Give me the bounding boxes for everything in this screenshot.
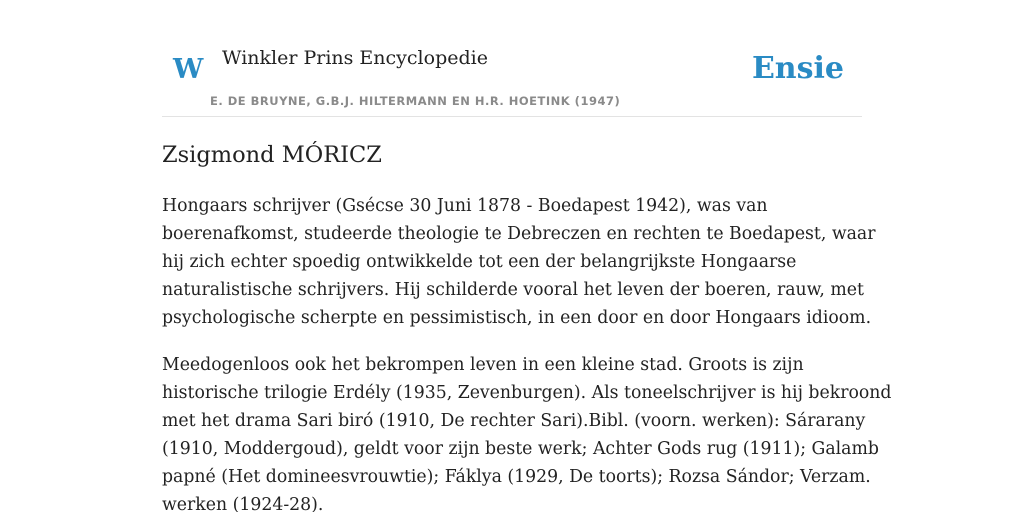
paragraph-2-line-6: werken (1924-28).	[162, 495, 324, 512]
article-paragraph-1	[162, 192, 876, 332]
paragraph-1-line-2: boerenafkomst, studeerde theologie te Debreczen en rechten te Boedapest, waar	[162, 224, 876, 244]
winkler-prins-logo[interactable]: W	[173, 54, 204, 85]
paragraph-2-line-4: (1910, Moddergoud), geldt voor zijn beste werk; Achter Gods rug (1911); Galamb	[162, 439, 879, 459]
paragraph-1-line-3: hij zich echter spoedig ontwikkelde tot een der belangrijkste Hongaarse	[162, 252, 797, 272]
paragraph-1-line-5: psychologische scherpte en pessimistisch, in een door en door Hongaars idioom.	[162, 308, 872, 328]
site-header	[162, 0, 862, 117]
article-paragraph-2	[162, 351, 892, 512]
paragraph-2-line-2: historische trilogie Erdély (1935, Zevenburgen). Als toneelschrijver is hij bekroond	[162, 383, 892, 403]
paragraph-1-line-1: Hongaars schrijver (Gsécse 30 Juni 1878 - Boedapest 1942), was van	[162, 196, 768, 216]
edition-authors: E. DE BRUYNE, G.B.J. HILTERMANN EN H.R. HOETINK (1947)	[210, 94, 621, 108]
paragraph-2-line-1: Meedogenloos ook het bekrompen leven in een kleine stad. Groots is zijn	[162, 355, 804, 375]
ensie-brand-link[interactable]: Ensie	[751, 51, 844, 86]
article-content	[162, 138, 892, 512]
site-title[interactable]: Winkler Prins Encyclopedie	[222, 47, 488, 69]
paragraph-1-line-4: naturalistische schrijvers. Hij schilderde vooral het leven der boeren, rauw, met	[162, 280, 864, 300]
paragraph-2-line-5: papné (Het domineesvrouwtie); Fáklya (1929, De toorts); Rozsa Sándor; Verzam.	[162, 467, 871, 487]
entry-title: Zsigmond MÓRICZ	[162, 142, 382, 168]
paragraph-2-line-3: met het drama Sari biró (1910, De rechter Sari).Bibl. (voorn. werken): Sárarany	[162, 411, 866, 431]
